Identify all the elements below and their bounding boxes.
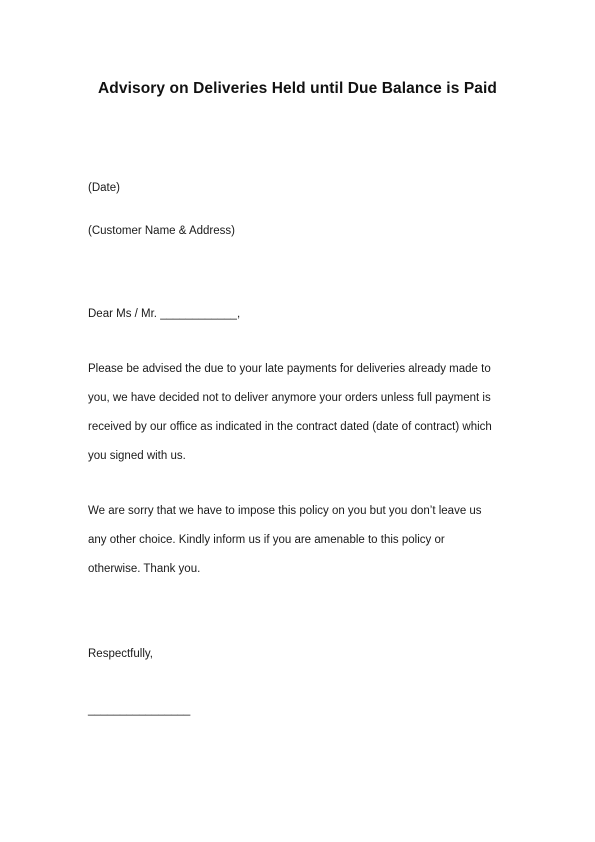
- paragraph-1-line: you signed with us.: [88, 450, 186, 462]
- recipient-placeholder: (Customer Name & Address): [88, 225, 235, 237]
- paragraph-1-line: received by our office as indicated in the contract dated (date of contract) which: [88, 421, 492, 433]
- paragraph-1-line: you, we have decided not to deliver anymore your orders unless full payment is: [88, 392, 491, 404]
- paragraph-1-line: Please be advised the due to your late payments for deliveries already made to: [88, 363, 491, 375]
- paragraph-2-line: We are sorry that we have to impose this policy on you but you don’t leave us: [88, 505, 482, 517]
- salutation: Dear Ms / Mr. ____________,: [88, 308, 241, 320]
- signature-line: ________________: [88, 704, 191, 716]
- letter-title: Advisory on Deliveries Held until Due Balance is Paid: [98, 80, 497, 97]
- closing: Respectfully,: [88, 648, 153, 660]
- paragraph-2-line: otherwise. Thank you.: [88, 563, 201, 575]
- paragraph-2-line: any other choice. Kindly inform us if you are amenable to this policy or: [88, 534, 445, 546]
- paragraph-1: [88, 355, 508, 471]
- date-placeholder: (Date): [88, 182, 120, 194]
- paragraph-2: [88, 497, 508, 584]
